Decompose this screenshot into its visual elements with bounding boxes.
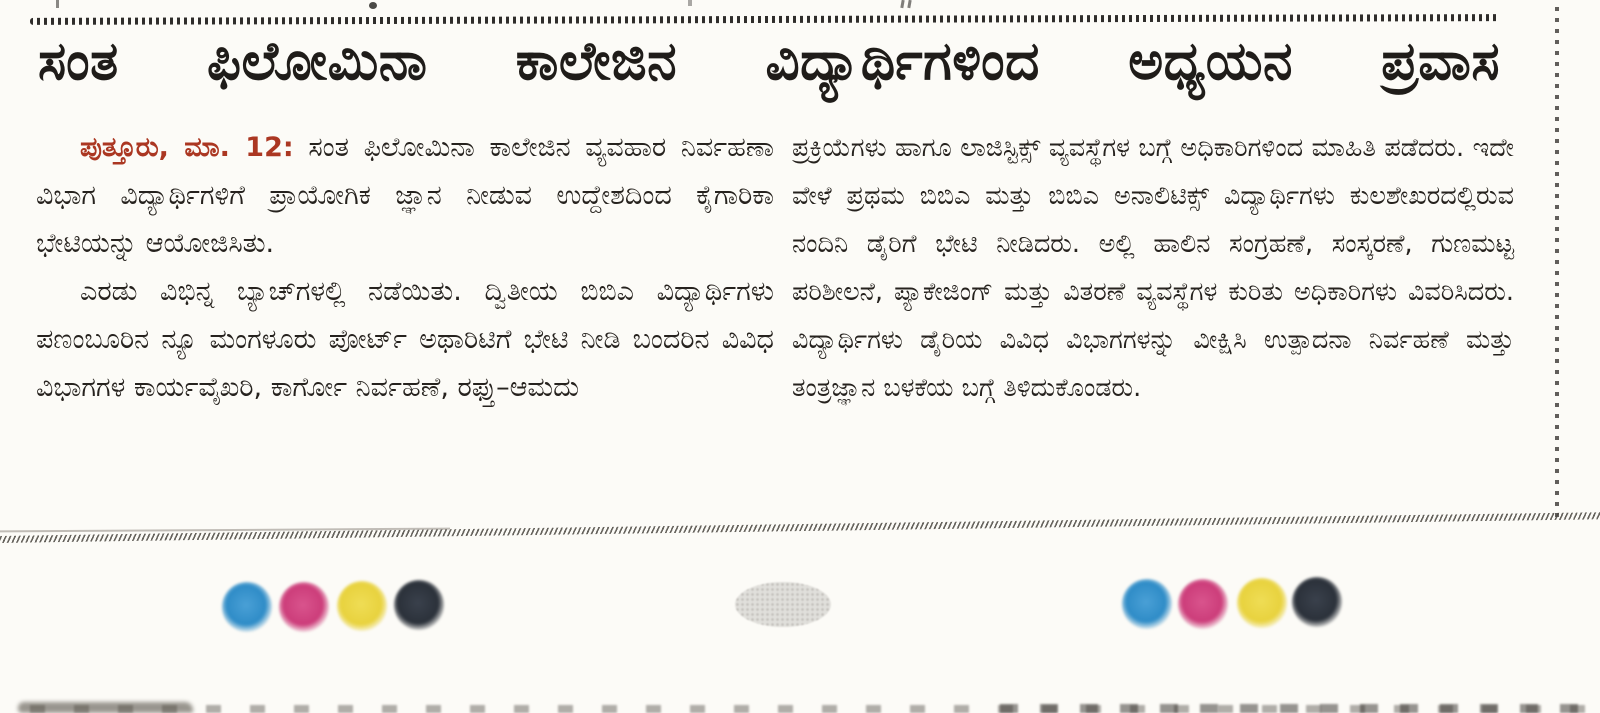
registration-dot-yellow xyxy=(1237,578,1287,628)
cropped-text-remnant xyxy=(688,0,692,6)
cropped-text-remnant-bottom xyxy=(1000,704,1580,713)
cropped-text-remnant xyxy=(369,2,377,9)
registration-dot-cyan xyxy=(1122,579,1172,629)
registration-dot-magenta xyxy=(279,582,329,632)
registration-dot-magenta xyxy=(1178,579,1228,629)
right-column-dotted-rule xyxy=(1555,0,1559,524)
article-headline: ಸಂತ ಫಿಲೋಮಿನಾ ಕಾಲೇಜಿನ ವಿದ್ಯಾರ್ಥಿಗಳಿಂದ ಅಧ್ಯಯನ ಪ್ರವಾಸ xyxy=(38,31,1500,92)
dateline: ಪುತ್ತೂರು, ಮಾ. 12: xyxy=(80,132,294,163)
cropped-text-remnant xyxy=(900,0,904,8)
column-2-text: ಪ್ರಕ್ರಿಯೆಗಳು ಹಾಗೂ ಲಾಜಿಸ್ಟಿಕ್ಸ್ ವ್ಯವಸ್ಥೆಗಳ ಬಗ್ಗೆ ಅಧಿಕಾರಿಗಳಿಂದ ಮಾಹಿತಿ ಪಡೆದರು. ಇದೇ ವೇಳೆ ಪ್ರಥಮ ಬಿಬಿಎ ಮತ್ತು ಬಿಬಿಎ ಅನಾಲಿಟಿಕ್ಸ್ ವಿದ್ಯಾರ್ಥಿಗಳು ಕುಲಶೇಖರದಲ್ಲಿರುವ ನಂದಿನಿ ಡೈರಿಗೆ ಭೇಟಿ ನೀಡಿದರು. ಅಲ್ಲಿ ಹಾಲಿನ ಸಂಗ್ರಹಣೆ, ಸಂಸ್ಕರಣೆ, ಗುಣಮಟ್ಟ ಪರಿಶೀಲನೆ, ಪ್ಯಾಕೇಜಿಂಗ್ ಮತ್ತು ವಿತರಣೆ ವ್ಯವಸ್ಥೆಗಳ ಕುರಿತು ಅಧಿಕಾರಿಗಳು ವಿವರಿಸಿದರು. ವಿದ್ಯಾರ್ಥಿಗಳು ಡೈರಿಯ ವಿವಿಧ ವಿಭಾಗಗಳನ್ನು ವೀಕ್ಷಿಸಿ ಉತ್ಪಾದನಾ ನಿರ್ವಹಣೆ ಮತ್ತು ತಂತ್ರಜ್ಞಾನ ಬಳಕೆಯ ಬಗ್ಗೆ ತಿಳಿದುಕೊಂಡರು. xyxy=(792,133,1514,403)
cropped-text-remnant xyxy=(56,0,59,8)
registration-dot-cyan xyxy=(222,582,272,632)
article-column-left xyxy=(36,124,774,412)
paragraph-2: ಎರಡು ವಿಭಿನ್ನ ಬ್ಯಾಚ್‌ಗಳಲ್ಲಿ ನಡೆಯಿತು. ದ್ವಿತೀಯ ಬಿಬಿಎ ವಿದ್ಯಾರ್ಥಿಗಳು ಪಣಂಬೂರಿನ ನ್ಯೂ ಮಂಗಳೂರು ಪೋರ್ಟ್ ಅಥಾರಿಟಿಗೆ ಭೇಟಿ ನೀಡಿ ಬಂದರಿನ ವಿವಿಧ ವಿಭಾಗಗಳ ಕಾರ್ಯವೈಖರಿ, ಕಾರ್ಗೋ ನಿರ್ವಹಣೆ, ರಫ್ತು–ಆಮದು xyxy=(36,276,774,403)
paragraph-1-text: ಸಂತ ಫಿಲೋಮಿನಾ ಕಾಲೇಜಿನ ವ್ಯವಹಾರ ನಿರ್ವಹಣಾ ವಿಭಾಗ ವಿದ್ಯಾರ್ಥಿಗಳಿಗೆ ಪ್ರಾಯೋಗಿಕ ಜ್ಞಾನ ನೀಡುವ ಉದ್ದೇಶದಿಂದ ಕೈಗಾರಿಕಾ ಭೇಟಿಯನ್ನು ಆಯೋಜಿಸಿತು. xyxy=(36,132,774,259)
cropped-text-remnant xyxy=(907,0,911,8)
registration-dot-black xyxy=(1292,577,1342,627)
cropped-text-remnant-bottom xyxy=(18,702,193,713)
paragraph-1 xyxy=(36,124,774,268)
registration-dot-yellow xyxy=(337,581,387,631)
article-column-right xyxy=(792,124,1514,412)
halftone-gray-ellipse xyxy=(735,582,831,627)
top-dotted-rule xyxy=(30,14,1500,25)
bottom-hatched-rule xyxy=(0,512,1600,543)
registration-dot-black xyxy=(394,580,444,630)
